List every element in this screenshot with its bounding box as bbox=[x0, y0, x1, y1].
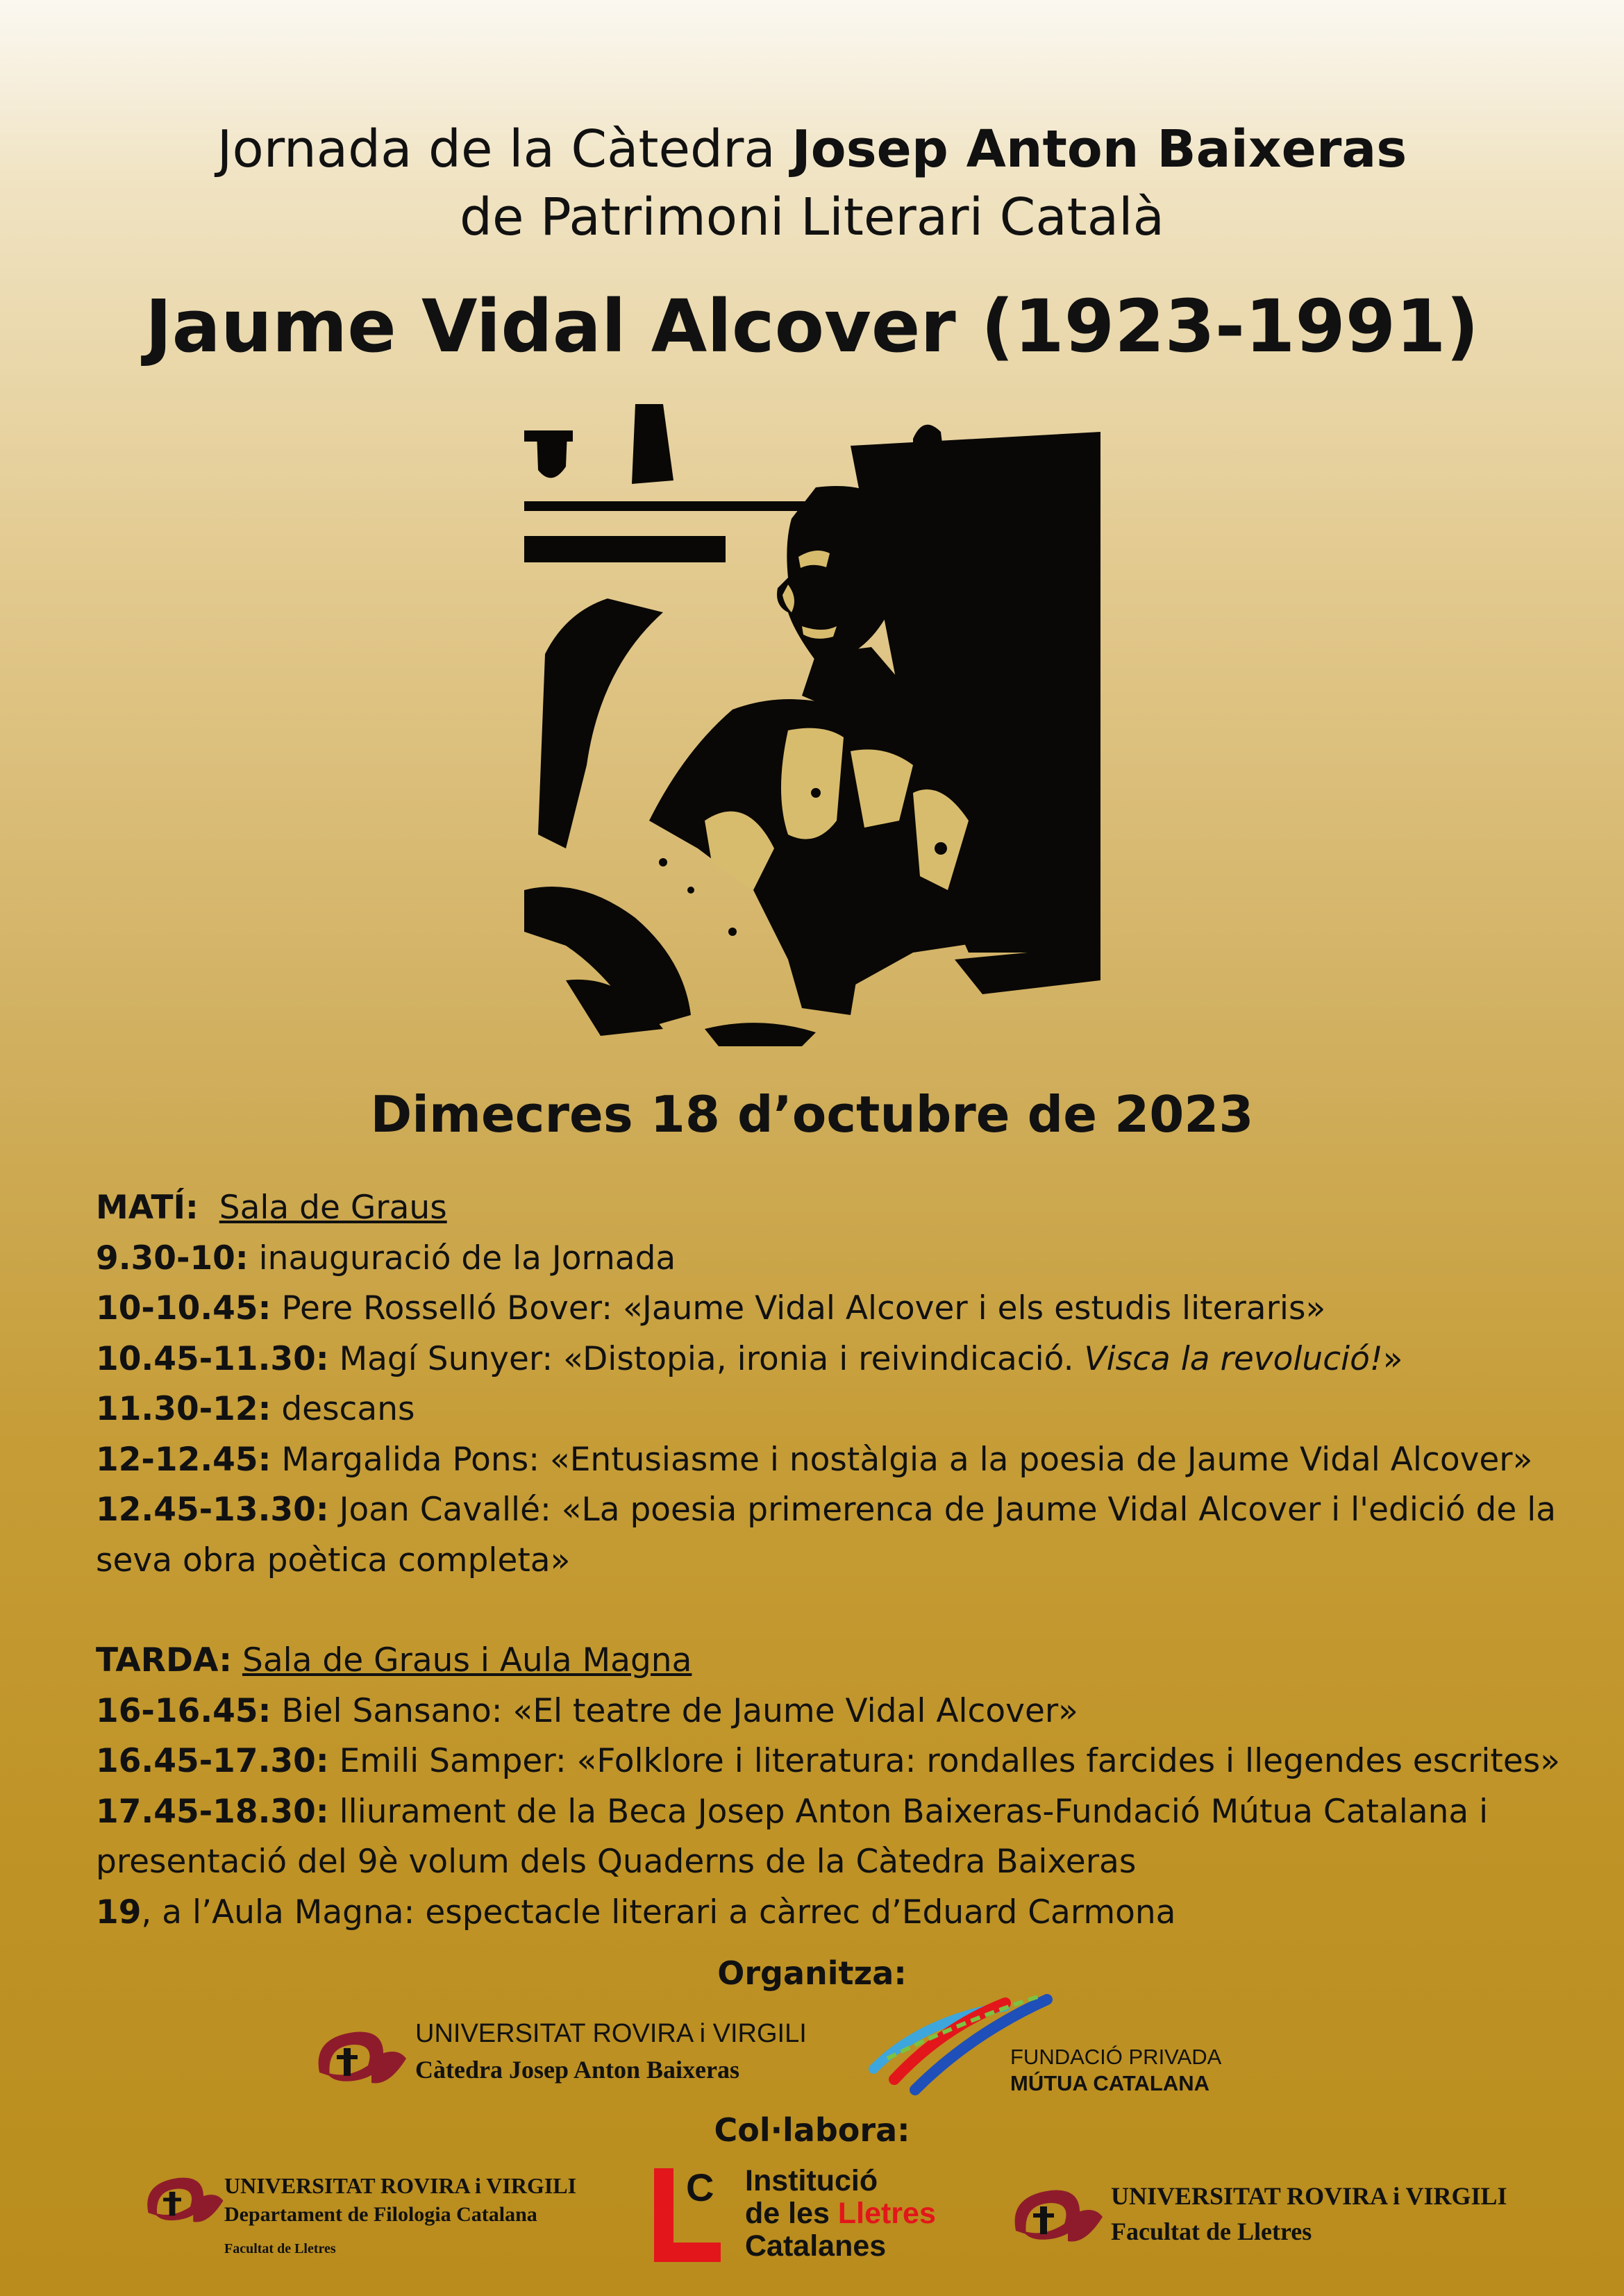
collaborators-title: Col·labora: bbox=[714, 2111, 910, 2149]
ilc-line-1: Institució bbox=[745, 2164, 878, 2197]
list-item: 16-16.45: Biel Sansano: «El teatre de Jaume Vidal Alcover» bbox=[96, 1691, 1078, 1730]
morning-heading bbox=[96, 1183, 1530, 1234]
list-item: 12-12.45: Margalida Pons: «Entusiasme i nostàlgia a la poesia de Jaume Vidal Alcover» bbox=[96, 1440, 1533, 1479]
organizers-title: Organitza: bbox=[717, 1954, 907, 1992]
list-item: 19, a l’Aula Magna: espectacle literari a càrrec d’Eduard Carmona bbox=[96, 1893, 1176, 1932]
urv-logo bbox=[305, 2017, 410, 2093]
ilc-line-2: de les Lletres bbox=[745, 2197, 936, 2230]
list-item-continuation: presentació del 9è volum dels Quaderns de la Càtedra Baixeras bbox=[96, 1843, 1137, 1881]
list-item: 9.30-10: inauguració de la Jornada bbox=[96, 1239, 676, 1277]
morning-venue: Sala de Graus bbox=[219, 1189, 447, 1227]
morning-label: MATÍ: bbox=[96, 1189, 199, 1227]
faculty-name: Facultat de Lletres bbox=[224, 2241, 336, 2256]
list-item: 10.45-11.30: Magí Sunyer: «Distopia, ironia i reivindicació. Visca la revolució!» bbox=[96, 1339, 1403, 1378]
list-item: 12.45-13.30: Joan Cavallé: «La poesia primerenca de Jaume Vidal Alcover i l'edició de la bbox=[96, 1491, 1557, 1529]
urv-name: UNIVERSITAT ROVIRA i VIRGILI bbox=[224, 2173, 577, 2198]
faculty-name: Facultat de Lletres bbox=[1111, 2218, 1312, 2245]
list-item: 17.45-18.30: lliurament de la Beca Josep Anton Baixeras-Fundació Mútua Catalana i bbox=[96, 1792, 1489, 1831]
afternoon-label: TARDA: bbox=[96, 1641, 233, 1679]
afternoon-heading bbox=[96, 1636, 1530, 1686]
list-item-continuation: seva obra poètica completa» bbox=[96, 1541, 571, 1579]
chair-name: Josep Anton Baixeras bbox=[792, 119, 1407, 179]
mutua-line-1: FUNDACIÓ PRIVADA bbox=[1010, 2045, 1222, 2069]
urv-logo bbox=[136, 2165, 226, 2231]
header-line-1 bbox=[0, 118, 1624, 181]
program-afternoon bbox=[96, 1636, 1561, 1938]
list-item: 16.45-17.30: Emili Samper: «Folklore i literatura: rondalles farcides i llegendes escrites» bbox=[96, 1742, 1561, 1780]
mutua-line-2: MÚTUA CATALANA bbox=[1010, 2071, 1209, 2095]
afternoon-venue: Sala de Graus i Aula Magna bbox=[242, 1641, 692, 1679]
list-item: 10-10.45: Pere Rosselló Bover: «Jaume Vidal Alcover i els estudis literaris» bbox=[96, 1289, 1326, 1327]
event-date: Dimecres 18 d’octubre de 2023 bbox=[370, 1085, 1254, 1143]
department-name: Departament de Filologia Catalana bbox=[224, 2203, 537, 2226]
program-morning bbox=[96, 1183, 1557, 1586]
page-title: Jaume Vidal Alcover (1923-1991) bbox=[144, 284, 1479, 369]
catedra-name: Càtedra Josep Anton Baixeras bbox=[415, 2056, 739, 2084]
ilc-mark: C bbox=[686, 2165, 714, 2209]
header-line-2: de Patrimoni Literari Català bbox=[460, 187, 1164, 247]
header-line-1-prefix: Jornada de la Càtedra bbox=[217, 119, 792, 179]
ilc-line-3: Catalanes bbox=[745, 2229, 887, 2263]
urv-name: UNIVERSITAT ROVIRA i VIRGILI bbox=[1111, 2182, 1507, 2210]
portrait-illustration bbox=[524, 404, 1100, 1046]
urv-logo bbox=[1002, 2175, 1106, 2252]
urv-name: UNIVERSITAT ROVIRA i VIRGILI bbox=[415, 2019, 807, 2048]
list-item: 11.30-12: descans bbox=[96, 1390, 415, 1428]
